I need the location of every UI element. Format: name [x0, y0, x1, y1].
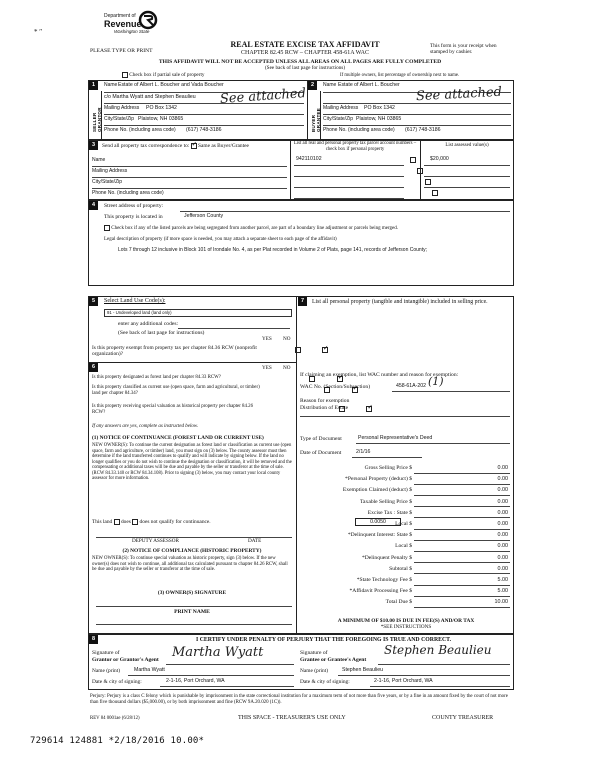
dor-logo-icon — [138, 10, 158, 30]
see-instructions: *SEE INSTRUCTIONS — [380, 624, 432, 630]
wac-label: WAC No. (Section/Subsection) — [300, 384, 371, 390]
does-checkbox[interactable] — [114, 519, 120, 525]
assessed-value[interactable]: $20,000 — [430, 156, 449, 162]
grantor-date[interactable]: 2-1-16, Port Orchard, WA — [166, 678, 225, 684]
segregated-row — [104, 225, 398, 232]
located-value[interactable]: Jefferson County — [184, 213, 224, 219]
buyer-phone-value[interactable]: (617) 748-3186 — [405, 127, 441, 133]
located-label: This property is located in — [104, 214, 163, 220]
grantee-sig-label2: Grantee or Grantee's Agent — [300, 657, 367, 663]
this-land-label: This land — [92, 519, 113, 526]
street-label: Street address of property: — [104, 203, 164, 209]
exempt-no-checkbox[interactable] — [322, 347, 328, 353]
exempt-question: Is this property exempt from property tax per chapter 84.36 RCW (nonprofit organization)? — [92, 345, 257, 358]
does-label: does — [120, 519, 131, 526]
certify-statement: I CERTIFY UNDER PENALTY OF PERJURY THAT THE FOREGOING IS TRUE AND CORRECT. — [196, 637, 452, 643]
exemption-label: If claiming an exemption, list WAC number and reason for exemption: — [300, 372, 459, 378]
multiple-owners-note: If multiple owners, list percentage of ownership next to name. — [340, 73, 460, 78]
s3-city-label: City/State/Zip — [92, 179, 123, 185]
s3-name-label: Name — [92, 157, 106, 163]
tax-row-underline — [414, 585, 510, 586]
tax-row-underline — [414, 473, 510, 474]
county-treasurer: COUNTY TREASURER — [432, 715, 494, 721]
minimum-note: A MINIMUM OF $10.00 IS DUE IN FEE(S) AND/OR TAX — [337, 618, 475, 624]
section-4-number: 4 — [89, 201, 98, 210]
grantor-date-label: Date & city of signing: — [92, 679, 142, 685]
section-8-number: 8 — [89, 635, 98, 644]
tax-row-value[interactable]: 0.00 — [497, 565, 508, 572]
reason-value[interactable]: Distribution of Estate — [300, 405, 349, 411]
tax-row-value[interactable]: 5.00 — [497, 577, 508, 583]
tax-row-value[interactable]: 0.00 — [497, 509, 508, 516]
treasurer-space: THIS SPACE - TREASURER'S USE ONLY — [238, 715, 346, 721]
s6-yes: YES — [262, 365, 272, 371]
corner-mark: * ″ — [34, 28, 43, 36]
tax-row-value[interactable]: 0.00 — [497, 521, 508, 527]
buyer-city-label: City/State/Zip — [323, 116, 354, 122]
tax-row-value[interactable]: 10.00 — [494, 599, 508, 606]
buyer-mailing-label: Mailing Address — [323, 105, 359, 111]
parcel-personal-checkbox-4[interactable] — [432, 190, 438, 196]
tax-row-label: Total Due $ — [385, 599, 412, 606]
doc-date-label: Date of Document — [300, 450, 342, 456]
tax-row-value[interactable]: 5.00 — [497, 588, 508, 595]
this-land-row — [92, 519, 211, 525]
s5-yes: YES — [262, 336, 272, 342]
tax-row-value[interactable]: 0.00 — [497, 476, 508, 483]
tax-row-label: *Personal Property (deduct) $ — [345, 476, 412, 483]
tax-row-underline — [414, 495, 510, 496]
tax-row-value[interactable]: 0.00 — [497, 543, 508, 550]
s6-q2: Is this property classified as current use (open space, farm and agricultural, or timber) land per chapter 84.34? — [92, 385, 260, 396]
doc-date-value[interactable]: 2/1/16 — [356, 449, 371, 455]
s3-phone-label: Phone No. (including area code) — [92, 190, 164, 196]
parcels-header: List all real and personal property tax parcel account numbers – check box if personal property — [293, 141, 417, 152]
additional-codes-label: enter any additional codes: — [118, 321, 179, 327]
form-chapter: CHAPTER 82.45 RCW – CHAPTER 458-61A WAC — [241, 50, 369, 56]
local-rate-box[interactable]: 0.0050 — [355, 518, 401, 526]
buyer-name-label: Name — [323, 82, 337, 88]
seller-name-value[interactable]: Estate of Albert L. Boucher and Vada Boucher — [118, 82, 224, 88]
reason-label: Reason for exemption — [300, 398, 350, 404]
tax-row-value[interactable]: 0.00 — [497, 498, 508, 505]
deputy-date-label: DATE — [248, 538, 262, 544]
tax-row-underline — [414, 607, 510, 608]
notice1-title: (1) NOTICE OF CONTINUANCE (FOREST LAND OR CURRENT USE) — [92, 435, 264, 441]
owners-signature-label: (3) OWNER(S) SIGNATURE — [157, 590, 227, 596]
wac-circled: (1) — [428, 375, 444, 388]
tax-row-underline — [414, 573, 510, 574]
land-use-select[interactable]: 91 - Undeveloped land (land only) — [104, 309, 292, 317]
legal-value[interactable]: Lots 7 through 12 inclusive in Block 101 of Irondale No. 4, as per Plat recorded in Volume 2 of Plats, page 141, records of Jefferson County; — [118, 247, 427, 253]
perjury-note: Perjury: Perjury is a class C felony which is punishable by imprisonment in the state correctional institution for a maximum term of not more than five years, or by a fine in an amount fixed by the court of not more than five thousand dollars ($5,000.00), or by both imprisonment and fine (RCW 9A.20.020 (1C)). — [90, 694, 508, 705]
grantee-signature[interactable]: Stephen Beaulieu — [384, 643, 492, 657]
tax-row-underline — [414, 529, 510, 530]
s5-no: NO — [283, 336, 291, 342]
tax-row-label: Local $ — [395, 521, 412, 527]
partial-sale-label: Check box if partial sale of property — [129, 72, 205, 79]
tax-row-label: Gross Selling Price $ — [364, 465, 412, 471]
does-not-label: does not qualify for continuance. — [139, 519, 211, 526]
seller-phone-value[interactable]: (617) 748-3186 — [186, 127, 222, 133]
seller-mailing-label: Mailing Address — [104, 105, 140, 111]
s6-q1: Is this property designated as forest land per chapter 84.33 RCW? — [92, 375, 221, 380]
any-yes-note: If any answers are yes, complete as instructed below. — [92, 424, 199, 429]
s5-see-back: (See back of last page for instructions) — [118, 330, 205, 336]
tax-row-underline — [414, 540, 510, 541]
grantor-signature[interactable]: Martha Wyatt — [172, 645, 264, 660]
section-1-number: 1 — [89, 81, 98, 90]
notice2-text: NEW OWNER(S): To continue special valuation as historic property, sign (3) below. If the new owner(s) does not wish to continue, all additional tax calculated pursuant to chapter 84.26 RCW, shall be due and payable by the seller or transferor at the time of sale. — [92, 556, 288, 573]
buyer-name-value[interactable]: Estate of Albert L. Boucher — [338, 82, 400, 88]
seller-city-label: City/State/Zip — [104, 116, 135, 122]
tax-row-label: *Affidavit Processing Fee $ — [349, 588, 412, 595]
doc-type-label: Type of Document — [300, 436, 342, 442]
tax-row-label: *Delinquent Penalty $ — [361, 554, 412, 561]
s3-mailing-label: Mailing Address — [92, 168, 128, 174]
section-2-number: 2 — [308, 81, 317, 90]
dept-line1: Department of — [104, 13, 136, 19]
warning-text: THIS AFFIDAVIT WILL NOT BE ACCEPTED UNLESS ALL AREAS ON ALL PAGES ARE FULLY COMPLETED — [158, 59, 442, 65]
partial-sale-checkbox[interactable] — [122, 72, 128, 78]
rev-number: REV 84 0001ae (6/28/12) — [90, 716, 140, 721]
tax-row-label: Subtotal $ — [389, 565, 412, 572]
grantee-date-label: Date & city of signing: — [300, 679, 350, 685]
section-5-number: 5 — [89, 297, 98, 306]
parcel-personal-checkbox-2[interactable] — [417, 168, 423, 174]
grantor-sig-label1: Signature of — [92, 650, 120, 656]
please-type: PLEASE TYPE OR PRINT — [90, 48, 153, 54]
q3-no-checkbox[interactable] — [366, 406, 372, 412]
tax-row-underline — [414, 506, 510, 507]
grantor-name-label: Name (print) — [92, 668, 120, 674]
tax-row-label: Local $ — [395, 543, 412, 550]
tax-row-value[interactable]: 0.00 — [497, 554, 508, 561]
seller-phone-label: Phone No. (including area code) — [104, 127, 176, 133]
buyer-handwritten-note: See attached — [415, 84, 503, 105]
section-7-number: 7 — [298, 297, 307, 306]
see-back: (See back of last page for instructions) — [264, 65, 346, 71]
parcel-number[interactable]: 942110102 — [296, 156, 322, 162]
buyer-city-value[interactable]: Plaistow, NH 03865 — [356, 116, 402, 122]
seller-name-value2[interactable]: c/o Martha Wyatt and Stephen Beaulieu — [104, 94, 196, 100]
parcel-personal-checkbox-3[interactable] — [425, 179, 431, 185]
seller-handwritten-note: See attached — [219, 86, 307, 107]
grantor-sig-label2: Grantor or Grantor's Agent — [92, 657, 159, 663]
tax-row-underline — [414, 562, 510, 563]
form-title: REAL ESTATE EXCISE TAX AFFIDAVIT — [230, 40, 380, 49]
tax-row-label: Taxable Selling Price $ — [360, 498, 412, 505]
section-3-number: 3 — [89, 141, 98, 150]
treasurer-stamp: 729614 124881 *2/18/2016 10.00* — [30, 736, 205, 746]
land-use-label: Select Land Use Code(s): — [104, 298, 166, 304]
send-correspondence-text: Send all property tax correspondence to: — [102, 143, 190, 150]
seller-city-value[interactable]: Plaistow, NH 03865 — [138, 116, 184, 122]
tax-row-label: Excise Tax : State $ — [367, 509, 412, 516]
segregated-label: Check box if any of the listed parcels are being segregated from another parcel, are part of a boundary line adjustment or parcels being merged. — [111, 226, 398, 232]
legal-label: Legal description of property (if more space is needed, you may attach a separate sheet to each page of the affidavit) — [104, 237, 337, 242]
wac-value[interactable]: 458-61A-202 — [396, 383, 426, 389]
receipt-note: This form is your receipt when stamped by cashier. — [430, 43, 497, 56]
section-6-number: 6 — [89, 363, 98, 372]
tax-row-underline — [414, 596, 510, 597]
tax-row-underline — [414, 517, 510, 518]
tax-row-underline — [414, 551, 510, 552]
same-as-buyer-label: Same as Buyer/Grantee — [198, 143, 249, 150]
tax-row-label: *State Technology Fee $ — [356, 577, 412, 583]
buyer-mailing-value[interactable]: PO Box 1342 — [364, 105, 395, 111]
exempt-yes-checkbox[interactable] — [295, 347, 301, 353]
grantee-name-label: Name (print) — [300, 668, 328, 674]
buyer-side-label: BUYER GRANTEE — [311, 107, 322, 132]
segregated-checkbox[interactable] — [104, 225, 110, 231]
doc-type-value[interactable]: Personal Representative's Deed — [358, 435, 433, 441]
parcel-personal-checkbox-1[interactable] — [410, 157, 416, 163]
seller-mailing-value[interactable]: PO Box 1342 — [146, 105, 177, 111]
same-as-buyer-checkbox[interactable] — [191, 143, 197, 149]
tax-row-value[interactable]: 0.00 — [497, 532, 508, 539]
assessed-header: List assessed value(s) — [445, 143, 489, 148]
dept-line2: Revenue — [104, 18, 142, 29]
print-name-label: PRINT NAME — [174, 609, 210, 615]
grantee-name[interactable]: Stephen Beaulieu — [342, 667, 383, 673]
tax-row-label: Exemption Claimed (deduct) $ — [342, 487, 412, 494]
notice2-title: (2) NOTICE OF COMPLIANCE (HISTORIC PROPERTY) — [122, 548, 262, 554]
tax-row-label: *Delinquent Interest: State $ — [347, 532, 412, 539]
send-correspondence-label — [102, 143, 249, 149]
notice1-text: NEW OWNER(S): To continue the current designation as forest land or classification as current use (open space, farm and agriculture, or timber) land, you must sign on (3) below. The county assessor must then determine if the land transferred continues to qualify and will indicate by signing below. If the land no longer qualifies or you do not wish to continue the designation or classification, it will be removed and the compensating or additional taxes will be due and payable by the seller or transferor at the time of sale. (RCW 84.33.140 or RCW 84.34.108). Prior to signing (3) below, you may contact your local county assessor for more information. — [92, 443, 292, 482]
seller-name-label: Name — [104, 82, 118, 88]
deputy-label: DEPUTY ASSESSOR — [132, 538, 179, 544]
section-4-box — [88, 200, 514, 286]
tax-row-underline — [414, 484, 510, 485]
grantor-name[interactable]: Martha Wyatt — [134, 667, 165, 673]
does-not-checkbox[interactable] — [132, 519, 138, 525]
dept-line3: Washington State — [114, 28, 150, 34]
s6-no: NO — [283, 365, 291, 371]
tax-row-value[interactable]: 0.00 — [497, 487, 508, 494]
grantee-sig-label1: Signature of — [300, 650, 328, 656]
s6-q3: Is this property receiving special valuation as historical property per chapter 84.26 RCW? — [92, 404, 254, 415]
tax-row-value[interactable]: 0.00 — [497, 465, 508, 471]
seller-side-label: SELLER GRANTOR — [92, 107, 103, 132]
personal-property-label: List all personal property (tangible and intangible) included in selling price. — [312, 299, 488, 305]
grantee-date[interactable]: 2-1-16, Port Orchard, WA — [374, 678, 433, 684]
partial-sale-row — [122, 72, 205, 79]
buyer-phone-label: Phone No. (including area code) — [323, 127, 395, 133]
